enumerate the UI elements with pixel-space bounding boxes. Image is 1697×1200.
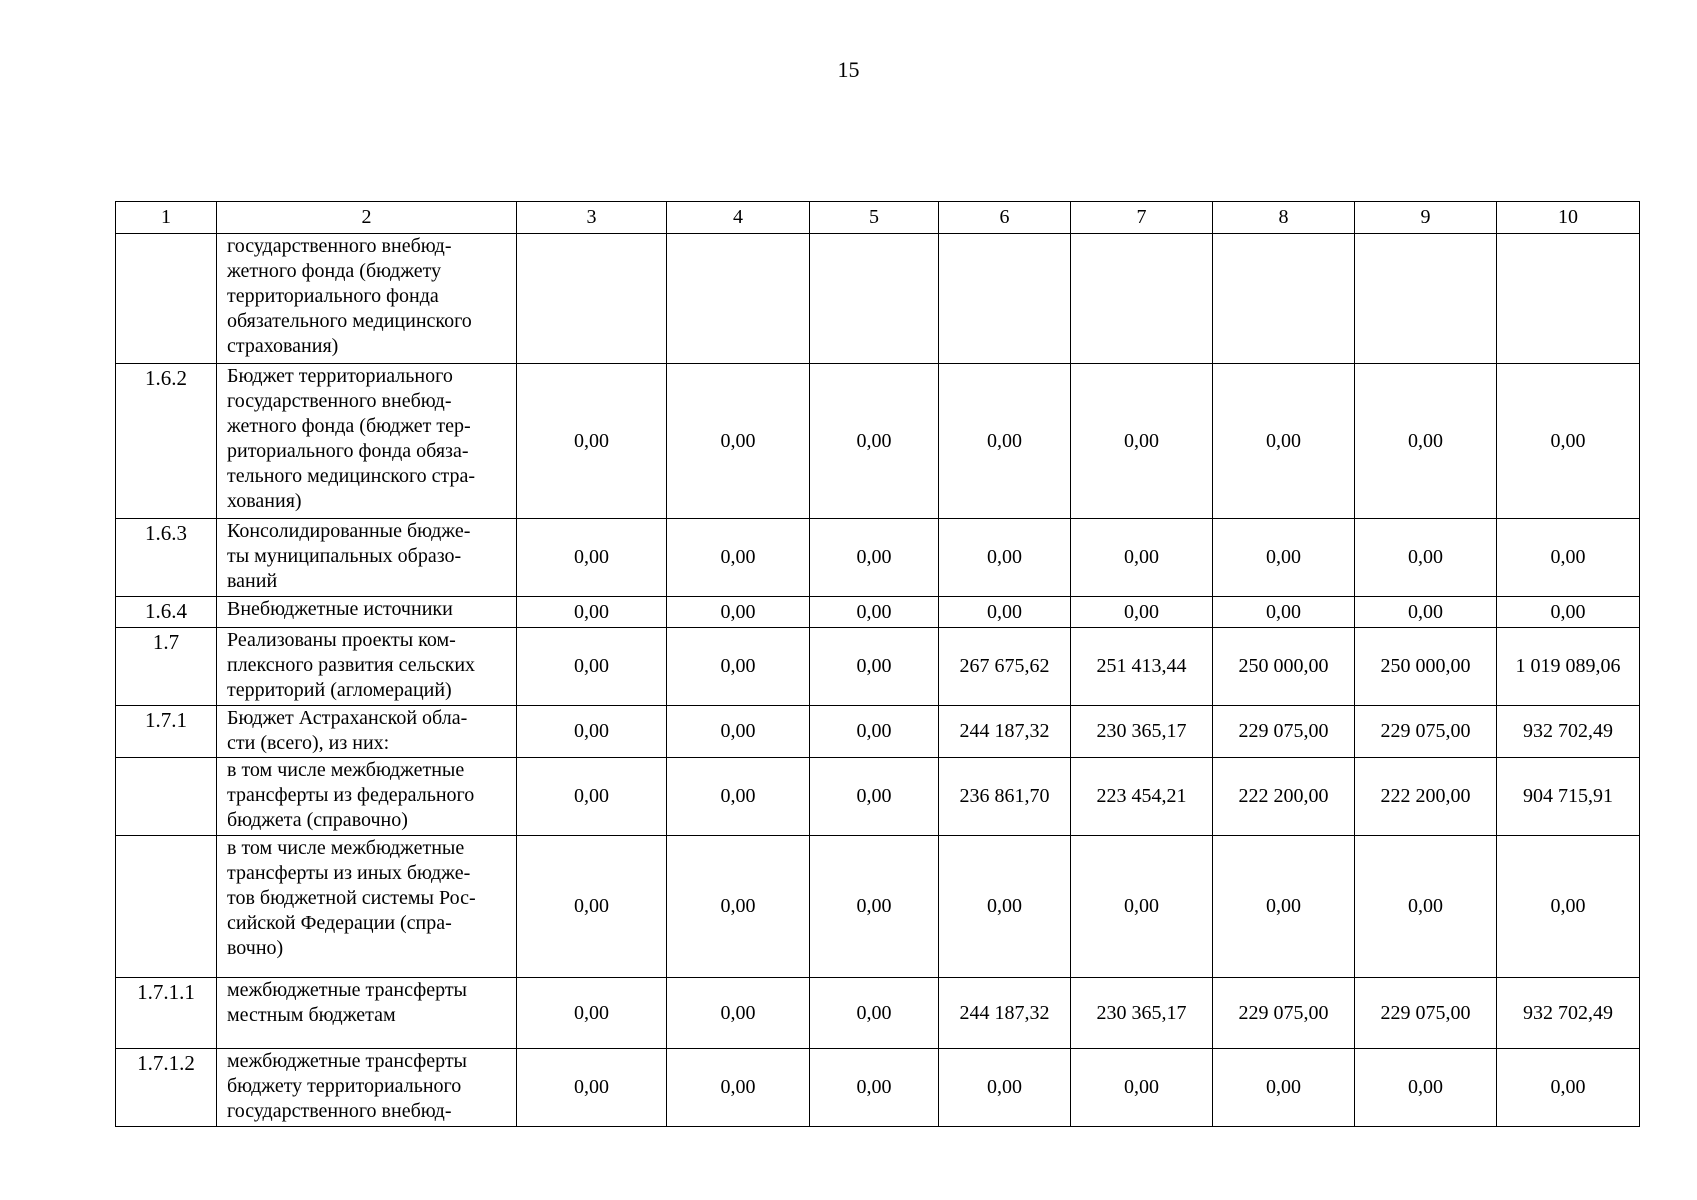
column-number: 3 xyxy=(517,202,667,234)
row-value-col-4 xyxy=(667,234,810,364)
row-code xyxy=(116,234,217,364)
row-name: межбюджетные трансферты бюджету территориального государственного внебюд- xyxy=(217,1049,517,1127)
row-value-col-9: 0,00 xyxy=(1355,1049,1497,1127)
row-value-col-9: 222 200,00 xyxy=(1355,758,1497,836)
row-value-col-6: 0,00 xyxy=(939,519,1071,597)
row-value-col-9: 229 075,00 xyxy=(1355,978,1497,1049)
row-code: 1.6.4 xyxy=(116,597,217,628)
row-value-col-6: 0,00 xyxy=(939,597,1071,628)
row-code xyxy=(116,836,217,978)
row-value-col-8: 0,00 xyxy=(1213,519,1355,597)
row-value-col-6: 267 675,62 xyxy=(939,628,1071,706)
row-value-col-6: 0,00 xyxy=(939,1049,1071,1127)
row-code: 1.6.3 xyxy=(116,519,217,597)
row-value-col-7: 0,00 xyxy=(1071,597,1213,628)
row-value-col-7: 0,00 xyxy=(1071,519,1213,597)
row-value-col-3: 0,00 xyxy=(517,597,667,628)
column-number: 1 xyxy=(116,202,217,234)
row-value-col-10 xyxy=(1497,234,1640,364)
table-row xyxy=(116,758,1640,836)
row-name: Консолидированные бюдже- ты муниципальных образо- ваний xyxy=(217,519,517,597)
row-name: Бюджет территориального государственного внебюд- жетного фонда (бюджет тер- риториального фонда обяза- тельного медицинского стра- хования) xyxy=(217,364,517,519)
row-value-col-7: 230 365,17 xyxy=(1071,706,1213,758)
row-value-col-5: 0,00 xyxy=(810,758,939,836)
row-value-col-4: 0,00 xyxy=(667,758,810,836)
row-value-col-8: 229 075,00 xyxy=(1213,706,1355,758)
row-value-col-9: 250 000,00 xyxy=(1355,628,1497,706)
row-value-col-4: 0,00 xyxy=(667,597,810,628)
row-name: Бюджет Астраханской обла- сти (всего), из них: xyxy=(217,706,517,758)
row-value-col-10: 0,00 xyxy=(1497,1049,1640,1127)
column-number: 8 xyxy=(1213,202,1355,234)
row-value-col-8: 0,00 xyxy=(1213,597,1355,628)
row-value-col-5: 0,00 xyxy=(810,597,939,628)
row-value-col-3: 0,00 xyxy=(517,364,667,519)
row-code: 1.7.1 xyxy=(116,706,217,758)
row-value-col-5: 0,00 xyxy=(810,364,939,519)
column-number: 2 xyxy=(217,202,517,234)
row-value-col-10: 0,00 xyxy=(1497,597,1640,628)
row-value-col-3: 0,00 xyxy=(517,628,667,706)
row-name: Внебюджетные источники xyxy=(217,597,517,628)
row-code: 1.7.1.1 xyxy=(116,978,217,1049)
row-value-col-6: 244 187,32 xyxy=(939,706,1071,758)
row-value-col-10: 932 702,49 xyxy=(1497,978,1640,1049)
row-value-col-3: 0,00 xyxy=(517,519,667,597)
table-body xyxy=(116,202,1640,1127)
row-value-col-10: 932 702,49 xyxy=(1497,706,1640,758)
table-row xyxy=(116,597,1640,628)
row-value-col-8: 0,00 xyxy=(1213,1049,1355,1127)
row-value-col-3: 0,00 xyxy=(517,758,667,836)
row-value-col-3: 0,00 xyxy=(517,836,667,978)
row-value-col-3: 0,00 xyxy=(517,978,667,1049)
row-name: государственного внебюд- жетного фонда (бюджету территориального фонда обязательного медицинского страхования) xyxy=(217,234,517,364)
row-name: Реализованы проекты ком- плексного развития сельских территорий (агломераций) xyxy=(217,628,517,706)
table-row xyxy=(116,706,1640,758)
row-value-col-10: 0,00 xyxy=(1497,519,1640,597)
row-value-col-5: 0,00 xyxy=(810,706,939,758)
table-row xyxy=(116,978,1640,1049)
column-number: 10 xyxy=(1497,202,1640,234)
row-value-col-7: 0,00 xyxy=(1071,364,1213,519)
table-row xyxy=(116,628,1640,706)
row-value-col-10: 1 019 089,06 xyxy=(1497,628,1640,706)
row-value-col-7 xyxy=(1071,234,1213,364)
row-value-col-6: 0,00 xyxy=(939,836,1071,978)
row-value-col-9: 0,00 xyxy=(1355,597,1497,628)
row-code: 1.7.1.2 xyxy=(116,1049,217,1127)
row-value-col-8: 229 075,00 xyxy=(1213,978,1355,1049)
row-value-col-6: 0,00 xyxy=(939,364,1071,519)
row-value-col-3 xyxy=(517,234,667,364)
row-value-col-6: 236 861,70 xyxy=(939,758,1071,836)
table-row xyxy=(116,519,1640,597)
row-value-col-7: 0,00 xyxy=(1071,836,1213,978)
row-code xyxy=(116,758,217,836)
column-number: 4 xyxy=(667,202,810,234)
row-value-col-8: 0,00 xyxy=(1213,364,1355,519)
column-number: 7 xyxy=(1071,202,1213,234)
row-value-col-4: 0,00 xyxy=(667,628,810,706)
row-value-col-9: 0,00 xyxy=(1355,836,1497,978)
row-value-col-5: 0,00 xyxy=(810,519,939,597)
row-value-col-5 xyxy=(810,234,939,364)
row-value-col-7: 223 454,21 xyxy=(1071,758,1213,836)
table-row xyxy=(116,234,1640,364)
row-value-col-7: 230 365,17 xyxy=(1071,978,1213,1049)
row-value-col-10: 904 715,91 xyxy=(1497,758,1640,836)
row-value-col-5: 0,00 xyxy=(810,1049,939,1127)
row-value-col-5: 0,00 xyxy=(810,628,939,706)
page-number: 15 xyxy=(837,57,860,82)
row-value-col-10: 0,00 xyxy=(1497,836,1640,978)
table-header-row xyxy=(116,202,1640,234)
row-value-col-9 xyxy=(1355,234,1497,364)
table-row xyxy=(116,364,1640,519)
row-value-col-6 xyxy=(939,234,1071,364)
table-row xyxy=(116,836,1640,978)
row-value-col-8: 0,00 xyxy=(1213,836,1355,978)
row-value-col-9: 0,00 xyxy=(1355,519,1497,597)
table-row xyxy=(116,1049,1640,1127)
column-number: 6 xyxy=(939,202,1071,234)
column-number: 5 xyxy=(810,202,939,234)
row-value-col-5: 0,00 xyxy=(810,836,939,978)
row-value-col-8 xyxy=(1213,234,1355,364)
row-value-col-4: 0,00 xyxy=(667,836,810,978)
row-value-col-9: 0,00 xyxy=(1355,364,1497,519)
row-value-col-4: 0,00 xyxy=(667,519,810,597)
row-code: 1.6.2 xyxy=(116,364,217,519)
row-value-col-10: 0,00 xyxy=(1497,364,1640,519)
row-value-col-4: 0,00 xyxy=(667,978,810,1049)
row-name: в том числе межбюджетные трансферты из иных бюдже- тов бюджетной системы Рос- сийской Федерации (спра- вочно) xyxy=(217,836,517,978)
row-value-col-4: 0,00 xyxy=(667,706,810,758)
row-value-col-6: 244 187,32 xyxy=(939,978,1071,1049)
row-value-col-8: 250 000,00 xyxy=(1213,628,1355,706)
row-name: межбюджетные трансферты местным бюджетам xyxy=(217,978,517,1049)
column-number: 9 xyxy=(1355,202,1497,234)
row-value-col-5: 0,00 xyxy=(810,978,939,1049)
row-value-col-9: 229 075,00 xyxy=(1355,706,1497,758)
row-name: в том числе межбюджетные трансферты из федерального бюджета (справочно) xyxy=(217,758,517,836)
row-value-col-4: 0,00 xyxy=(667,364,810,519)
row-value-col-3: 0,00 xyxy=(517,706,667,758)
row-value-col-4: 0,00 xyxy=(667,1049,810,1127)
row-value-col-7: 0,00 xyxy=(1071,1049,1213,1127)
row-value-col-8: 222 200,00 xyxy=(1213,758,1355,836)
budget-table xyxy=(115,201,1640,1127)
row-value-col-7: 251 413,44 xyxy=(1071,628,1213,706)
row-code: 1.7 xyxy=(116,628,217,706)
row-value-col-3: 0,00 xyxy=(517,1049,667,1127)
